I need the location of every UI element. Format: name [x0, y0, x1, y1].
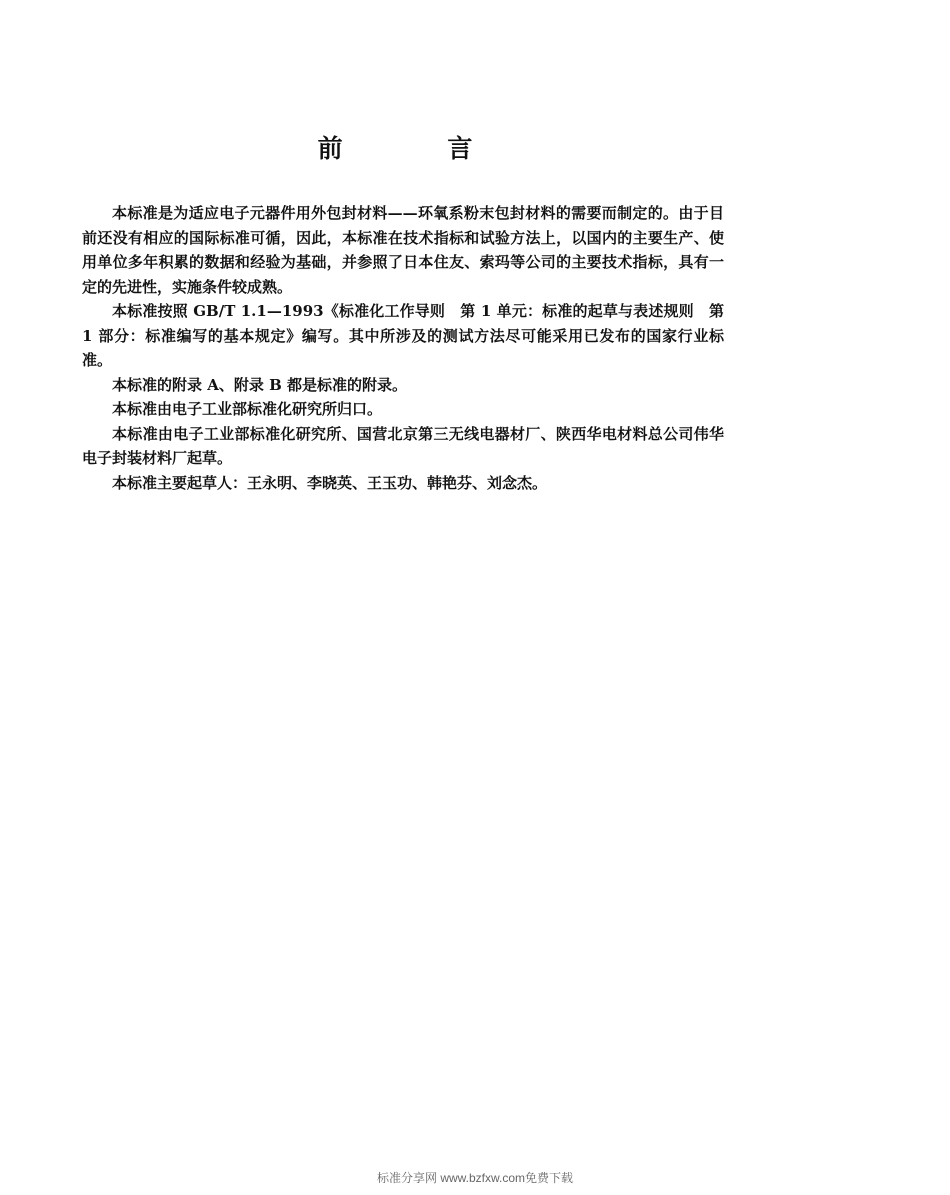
- paragraph-responsible-unit: 本标准由电子工业部标准化研究所归口。: [112, 400, 383, 418]
- paragraph-drafting-units: 本标准由电子工业部标准化研究所、国营北京第三无线电器材厂、陕西华电材料总公司伟华电子封装材料厂起草。: [82, 424, 724, 467]
- foreword-body: [82, 201, 724, 495]
- paragraph-purpose: 本标准是为适应电子元器件用外包封材料——环氧系粉末包封材料的需要而制定的。由于目前还没有相应的国际标准可循，因此，本标准在技术指标和试验方法上，以国内的主要生产、使用单位多年积累的数据和经验为基础，并参照了日本住友、索玛等公司的主要技术指标，具有一定的先进性，实施条件较成熟。: [82, 204, 724, 296]
- footer-watermark: 标准分享网 www.bzfxw.com免费下载: [376, 1171, 574, 1185]
- paragraph-drafters: 本标准主要起草人：王永明、李晓英、王玉功、韩艳芬、刘念杰。: [112, 473, 548, 492]
- paragraph-appendices: 本标准的附录 A、附录 B 都是标准的附录。: [112, 375, 407, 394]
- page-title: 前 言: [317, 134, 521, 163]
- paragraph-drafting-rules: 本标准按照 GB/T 1.1—1993《标准化工作导则 第 1 单元：标准的起草与表述规则 第 1 部分：标准编写的基本规定》编写。其中所涉及的测试方法尽可能采用已发布的国家行业标准。: [82, 302, 724, 369]
